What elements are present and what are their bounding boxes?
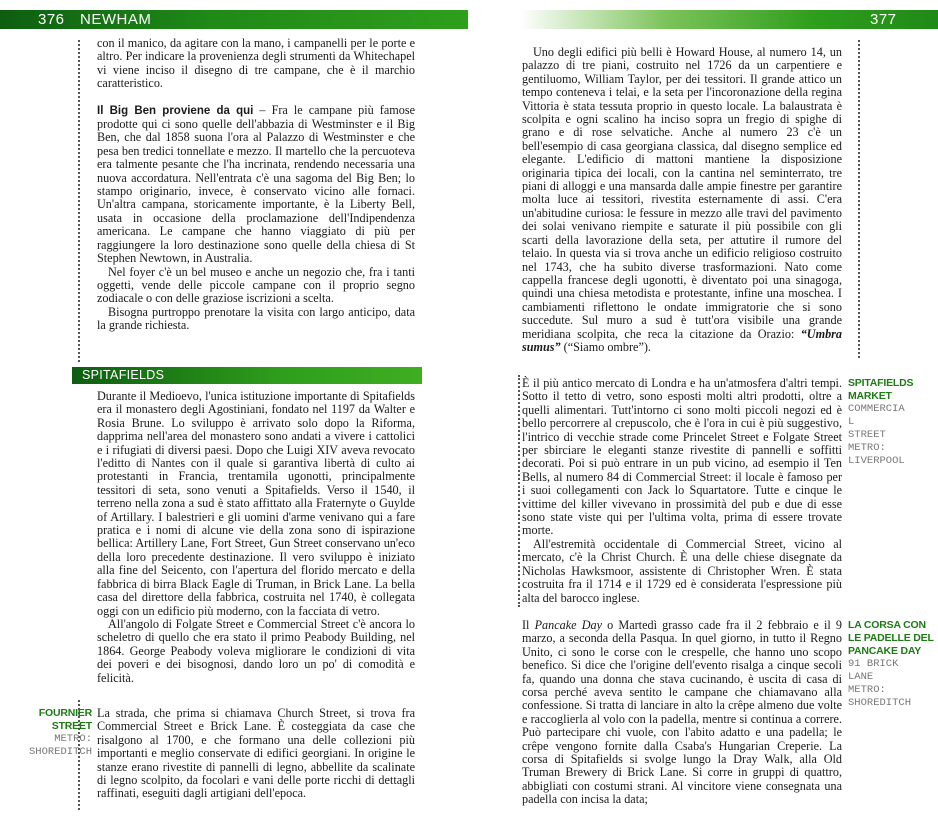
left-header-bar: [0, 10, 468, 29]
paragraph: È il più antico mercato di Londra e ha un'atmosfera d'altri tempi. Sotto il tetto di vetro, sono esposti molti altri prodotti, oltre a quelli alimentari. Tutt'intorno ci sono molti piccoli negozi ed è bello percorrere al crepuscolo, che è l'ora in cui è più suggestivo, l'intrico di vecchie strade come Princelet Street e Folgate Street per sbirciare le eleganti stanze rivestite di pannelli e soffitti decorati. Poi si può entrare in un pub vicino, ad esempio il Ten Bells, al numero 84 di Commercial Street: il locale è famoso per i suoi collegamenti con Jack lo Squartatore. Tutte e cinque le vittime del killer vivevano in prossimità del pub e due di esse sono state viste qui per l'ultima volta, prima di essere trovate morte.: [522, 376, 842, 538]
left-column-spitafields: [97, 390, 415, 685]
paragraph: con il manico, da agitare con la mano, i campanelli per le porte e altro. Per indicare la provenienza degli strumenti da Whitechapel vi viene inciso il disegno di tre campane, che è il marchio caratteristico.: [97, 36, 415, 91]
text: Il: [522, 618, 535, 632]
pancake-day-italic: Pancake Day: [534, 618, 602, 632]
paragraph: [522, 46, 842, 354]
left-column-top: [97, 37, 415, 333]
left-dotted-rule-top: [78, 40, 80, 362]
paragraph: All'estremità occidentale di Commercial Street, vicino al mercato, c'è la Christ Church. È una delle chiese disegnate da Nicholas Hawksmoor, assistente di Christopher Wren. È stata costruita fra il 1714 e il 1729 ed è considerata l'espressione più alta del barocco inglese.: [522, 536, 842, 605]
right-dotted-rule-top: [858, 40, 860, 358]
sidebar-title: SPITAFIELDS: [848, 377, 914, 389]
text: (“Siamo ombre”).: [560, 339, 651, 354]
fournier-street-text: [97, 707, 415, 801]
sidebar-metro-label: METRO:: [54, 733, 92, 745]
sidebar-address: 91 BRICK: [848, 658, 899, 670]
sidebar-title: MARKET: [848, 390, 892, 402]
sidebar-pancake-day: [848, 619, 938, 710]
quote: “Umbra sumus”: [522, 326, 842, 354]
sidebar-title: PANCAKE DAY: [848, 645, 922, 657]
bigben-paragraph: [97, 104, 415, 266]
paragraph: Bisogna purtroppo prenotare la visita con largo anticipo, data la grande richiesta.: [97, 304, 415, 333]
sidebar-metro-label: METRO:: [848, 442, 886, 454]
sidebar-address: L: [848, 416, 855, 428]
sidebar-fournier-street: [0, 707, 92, 759]
paragraph: Nel foyer c'è un bel museo e anche un negozio che, fra i tanti oggetti, vende delle piccole campane con il proprio segno zodiacale o con delle graziose iscrizioni a scelta.: [97, 264, 415, 306]
sidebar-metro-label: METRO:: [848, 684, 886, 696]
sidebar-metro-value: SHOREDITCH: [848, 697, 912, 709]
left-page-number: 376: [38, 11, 65, 28]
bigben-lead: Il Big Ben proviene da qui: [97, 104, 254, 117]
right-page-number: 377: [870, 11, 897, 28]
left-running-title: NEWHAM: [80, 11, 152, 28]
right-dotted-rule-middle: [518, 375, 520, 607]
paragraph: Durante il Medioevo, l'unica istituzione importante di Spitafields era il monastero degli Agostiniani, fondato nel 1197 da Walter e Rosia Brune. Lo sviluppo è arrivato solo dopo la Riforma, dapprima nell'area del monastero sono andati a vivere i cattolici e i rifugiati di diversi paesi. Dopo che Luigi XIV aveva revocato l'editto di Nantes con il quale si garantiva libertà di culto ai protestanti in Francia, trentamila ugonotti, principalmente tessitori di seta, sono venuti a Spitafields. Verso il 1540, il terreno nella zona a sud è stato affittato alla Fraternyte o Guylde of Artillary. I balestrieri e gli uomini d'arme venivano qui a fare pratica e i nomi di alcune vie della zona sono di ispirazione bellica: Artillery Lane, Fort Street, Gun Street conservano un'eco della loro precedente destinazione. Il vero sviluppo è iniziato alla fine del Seicento, con l'apertura del florido mercato e della fabbrica di birra Black Eagle di Truman, in Brick Lane. La bella casa del direttore della fabbrica, costruita nel 1740, è collegata oggi con un edificio più moderno, con la facciata di vetro.: [97, 389, 415, 618]
right-column-top: [522, 46, 842, 354]
sidebar-address: STREET: [848, 429, 886, 441]
sidebar-title: LA CORSA CON: [848, 619, 926, 631]
sidebar-metro-value: SHOREDITCH: [28, 746, 92, 758]
sidebar-address: LANE: [848, 671, 874, 683]
paragraph: [522, 619, 842, 807]
text: o Martedì grasso cade fra il 2 febbraio e il 9 marzo, a seconda della Pasqua. In quel giorno, in tutto il Regno Unito, ci sono le corse con le crespelle, che hanno uno scopo benefico. Si dice che l'origine dell'evento risalga a cinque secoli fa, quando una donna che stava cucinando, è uscita di casa di corsa perché aveva sentito le campane che chiamavano alla confessione. Si tratta di lanciare in alto la crêpe almeno due volte e raccoglierla al volo con la padella, mentre si continua a correre. Può partecipare chi vuole, con l'abito adatto e una padella; le crêpe vengono fornite dalla Csaba's Hungarian Creperie. La corsa di Spitafields si svolge lungo la Dray Walk, alla Old Truman Brewery di Brick Lane. Si corre in gruppi di quattro, abbigliati con costumi strani. Al vincitore viene consegnata una padella con incisa la data;: [522, 618, 842, 807]
sidebar-address: COMMERCIA: [848, 403, 905, 415]
sidebar-title: STREET: [51, 720, 92, 732]
paragraph: La strada, che prima si chiamava Church Street, si trova fra Commercial Street e Brick Lane. È costeggiata da case che risalgono al 1700, e che formano una delle collezioni più importanti e meglio conservate di edifici georgiani. In origine le stanze erano rivestite di pannelli di legno, abbellite da scalinate di legno scolpito, da focolari e vani delle porte ricchi di dettagli raffinati, eseguiti dagli artigiani dell'epoca.: [97, 706, 415, 801]
bigben-text: – Fra le campane più famose prodotte qui ci sono quelle dell'abbazia di Westminster e il Big Ben, che dal 1858 suona l'ora al Palazzo di Westminster e che pesa ben tredici tonnellate e mezzo. Il martello che la percuoteva era talmente pesante che l'ha incrinata, rendendo necessaria una nuova accordatura. Nell'entrata c'è una sagoma del Big Ben; lo stampo originario, invece, è conservato vicino alle fornaci. Un'altra campana, storicamente importante, è la Liberty Bell, usata in occasione della proclamazione dell'Indipendenza americana. Le campane che hanno viaggiato di più per raggiungere la loro destinazione sono quelle della chiesa di St Stephen Newtown, in Australia.: [97, 102, 415, 266]
spitafields-market-text: [522, 377, 842, 605]
sidebar-metro-value: LIVERPOOL: [848, 455, 905, 467]
sidebar-title: LE PADELLE DEL: [848, 632, 934, 644]
paragraph: All'angolo di Folgate Street e Commercial Street c'è ancora lo scheletro di quello che era stato il primo Peabody Building, nel 1864. George Peabody voleva migliorare le condizioni di vita dei poveri e dei bisognosi, dando loro un po' di comodità e felicità.: [97, 616, 415, 685]
pancake-day-text: [522, 619, 842, 807]
sidebar-title: FOURNIER: [38, 707, 92, 719]
text: Uno degli edifici più belli è Howard House, al numero 14, un palazzo di tre piani, costruito nel 1726 da un carpentiere e gentiluomo, William Taylor, per dei tessitori. Il grande attico un tempo conteneva i telai, e la seta per l'incoronazione della regina Vittoria è stata tessuta proprio in questo locale. La balaustrata è scolpita e ogni scalino ha inciso sopra un fregio di spighe di grano e di rose selvatiche. Anche al numero 23 c'è un bell'esempio di casa georgiana classica, dal disegno semplice ed elegante. L'edificio di mattoni mantiene la disposizione originaria tipica dei locali, con la cantina nel seminterrato, tre piani di alloggi e una mansarda dalle ampie finestre per garantire molta luce ai tessitori, rivestita esternamente di assi. C'era un'abitudine curiosa: le fessure in mezzo alle travi del pavimento dei solai venivano riempite e saturate il più possibile con gli scarti della lavorazione della seta, per attutire il rumore del telaio. In questa via si trova anche un edificio religioso costruito nel 1743, che ha subito diverse trasformazioni. Nato come cappella francese degli ugonotti, è diventato poi una sinagoga, quindi una chiesa metodista e protestante, infine una moschea. I cambiamenti riflettono le ondate immigratorie che si sono succedute. Sul muro a sud è tutt'ora visibile una grande meridiana scolpita, che reca la citazione da Orazio:: [522, 45, 842, 341]
sidebar-spitafields-market: [848, 377, 938, 468]
section-heading-spitafields: SPITAFIELDS: [72, 367, 422, 384]
